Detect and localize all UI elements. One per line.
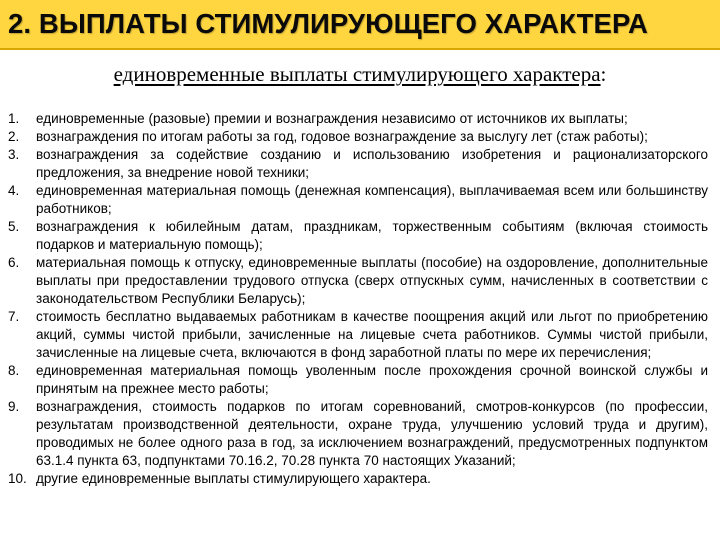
item-number: 3. [8,147,20,162]
list-item [8,470,712,488]
item-text: материальная помощь к отпуску, единовременные выплаты (пособие) на оздоровление, дополнительные выплаты при предоставлении трудового отпуска (сверх отпускных сумм, начисленных в соответствии с законодательством Республики Беларусь); [36,255,708,306]
item-text: вознаграждения к юбилейным датам, праздникам, торжественным событиям (включая стоимость подарков и материальную помощь); [36,219,708,252]
item-text: стоимость бесплатно выдаваемых работникам в качестве поощрения акций или льгот по приобретению акций, суммы чистой прибыли, зачисленные на лицевые счета работников. Суммы чистой прибыли, зачисленные на лицевые счета, включаются в фонд заработной платы по мере их перечисления; [36,309,708,360]
slide-subtitle [0,62,720,87]
title-bar [0,0,720,50]
item-number: 8. [8,363,20,378]
subtitle-colon: : [600,62,607,86]
item-text: другие единовременные выплаты стимулирующего характера. [36,471,431,486]
item-text: единовременные (разовые) премии и вознаграждения независимо от источников их выплаты; [36,111,628,126]
list-item [8,146,712,182]
item-number: 1. [8,111,20,126]
list-item [8,128,712,146]
subtitle-text: единовременные выплаты стимулирующего характера [113,62,601,86]
list-item [8,308,712,362]
list-item [8,218,712,254]
item-text: вознаграждения за содействие созданию и использованию изобретения и рационализаторского предложения, за внедрение новой техники; [36,147,708,180]
item-number: 6. [8,255,20,270]
payments-list [8,110,712,488]
item-text: единовременная материальная помощь (денежная компенсация), выплачиваемая всем или большинству работников; [36,183,708,216]
item-number: 5. [8,219,20,234]
list-item [8,110,712,128]
item-number: 4. [8,183,20,198]
item-number: 9. [8,399,20,414]
list-item [8,398,712,470]
item-text: единовременная материальная помощь уволенным после прохождения срочной воинской службы и принятым на прежнее место работы; [36,363,708,396]
item-number: 2. [8,129,20,144]
list-item [8,182,712,218]
item-text: вознаграждения по итогам работы за год, годовое вознаграждение за выслугу лет (стаж работы); [36,129,648,144]
slide-title: 2. ВЫПЛАТЫ СТИМУЛИРУЮЩЕГО ХАРАКТЕРА [8,8,648,39]
item-number: 10. [8,471,27,486]
list-item [8,362,712,398]
item-text: вознаграждения, стоимость подарков по итогам соревнований, смотров-конкурсов (по профессии, результатам производственной деятельности, охране труда, улучшению условий труда и другим), проводимых не более одного раза в год, за исключением вознаграждений, предусмотренных подпунктом 63.1.4 пункта 63, подпунктами 70.16.2, 70.28 пункта 70 настоящих Указаний; [36,399,708,468]
list-item [8,254,712,308]
item-number: 7. [8,309,20,324]
